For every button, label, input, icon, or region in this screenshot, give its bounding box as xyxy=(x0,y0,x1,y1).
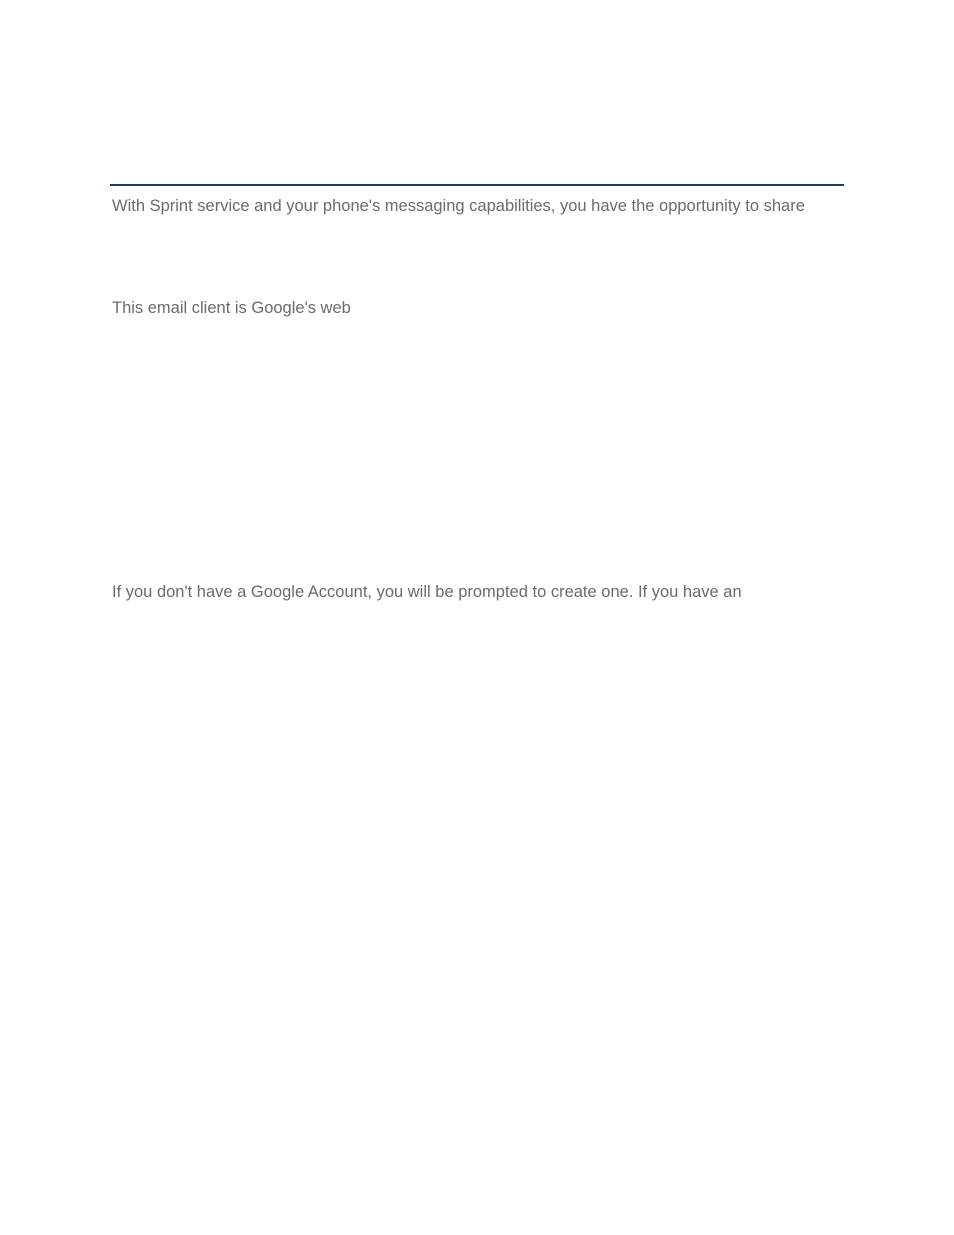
paragraph-google-account: If you don't have a Google Account, you will be prompted to create one. If you have an xyxy=(112,583,742,601)
paragraph-messaging-intro: With Sprint service and your phone's messaging capabilities, you have the opportunity to share xyxy=(112,197,805,215)
paragraph-gmail-client: This email client is Google's web xyxy=(112,299,351,317)
section-divider xyxy=(110,184,844,186)
